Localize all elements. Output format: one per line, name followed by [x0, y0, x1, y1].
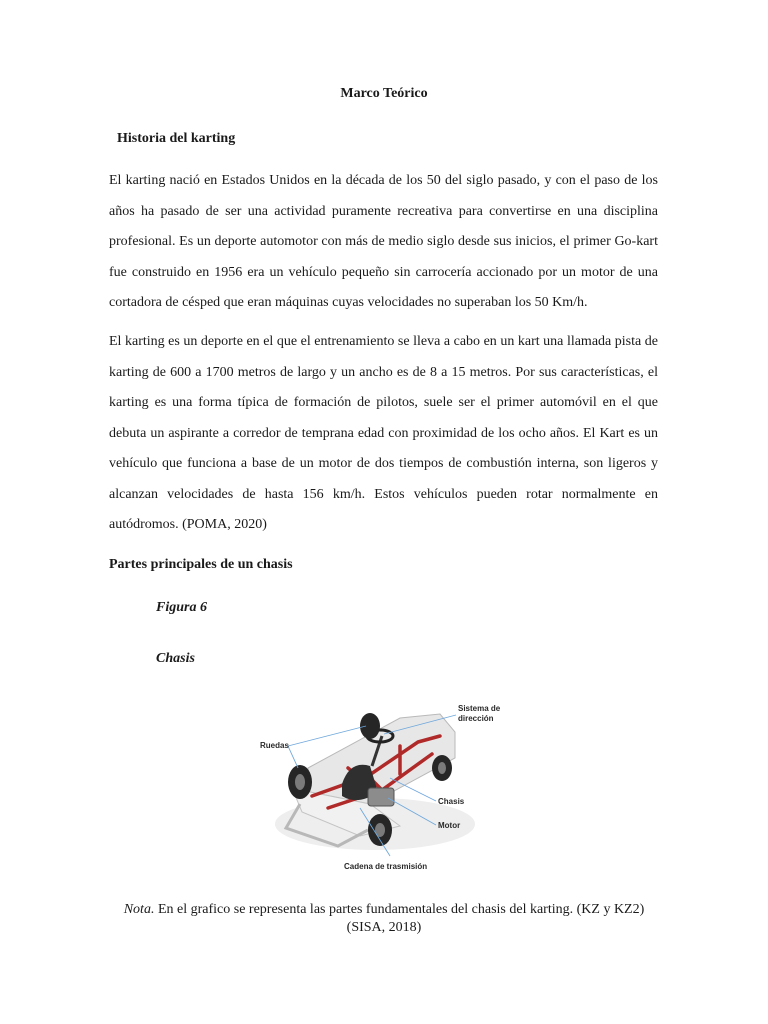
note-label: Nota.	[123, 902, 155, 917]
paragraph-history: El karting nació en Estados Unidos en la década de los 50 del siglo pasado, y con el paso de los años ha pasado de ser una actividad puramente recreativa para convertirse en una disciplina profesional. Es un deporte automotor con más de medio siglo desde sus inicios, el primer Go-kart fue construido en 1956 era un vehículo pequeño sin carrocería accionado por un motor de una cortadora de césped que eran máquinas cuyas velocidades no superaban los 50 Km/h.	[109, 173, 658, 310]
figure-title: Chasis	[156, 651, 195, 666]
label-engine: Motor	[438, 821, 461, 830]
figure-number: Figura 6	[156, 600, 207, 615]
paragraph-karting-description: El karting es un deporte en el que el entrenamiento se lleva a cabo en un kart una llamada pista de karting de 600 a 1700 metros de largo y un ancho es de 8 a 15 metros. Por sus características, el karting es una forma típica de formación de pilotos, suele ser el primer automóvil en el que debuta un aspirante a corredor de temprana edad con proximidad de los ocho años. El Kart es un vehículo que funciona a base de un motor de dos tiempos de combustión interna, son ligeros y alcanzan velocidades de hasta 156 km/h. Estos vehículos pueden rotar normalmente en autódromos. (POMA, 2020)	[109, 334, 658, 532]
kart-chassis-figure	[250, 696, 520, 876]
label-transmission-chain: Cadena de trasmisión	[344, 862, 428, 871]
label-chassis: Chasis	[438, 797, 465, 806]
label-steering-line2: dirección	[458, 714, 494, 723]
kart-chassis-illustration	[250, 696, 520, 876]
label-steering-line1: Sistema de	[458, 704, 501, 713]
wheel-front-left	[360, 713, 380, 739]
page-title: Marco Teórico	[340, 86, 428, 101]
wheel-hub-front-right	[438, 762, 446, 774]
section-heading-chassis-parts: Partes principales de un chasis	[109, 557, 293, 572]
wheel-hub-rear-left	[295, 774, 305, 790]
figure-note	[120, 901, 648, 937]
note-text: En el grafico se representa las partes fundamentales del chasis del karting. (KZ y KZ2) (SISA, 2018)	[154, 902, 645, 935]
section-heading-history: Historia del karting	[117, 131, 236, 146]
engine-block	[368, 788, 394, 806]
label-wheels: Ruedas	[260, 741, 289, 750]
